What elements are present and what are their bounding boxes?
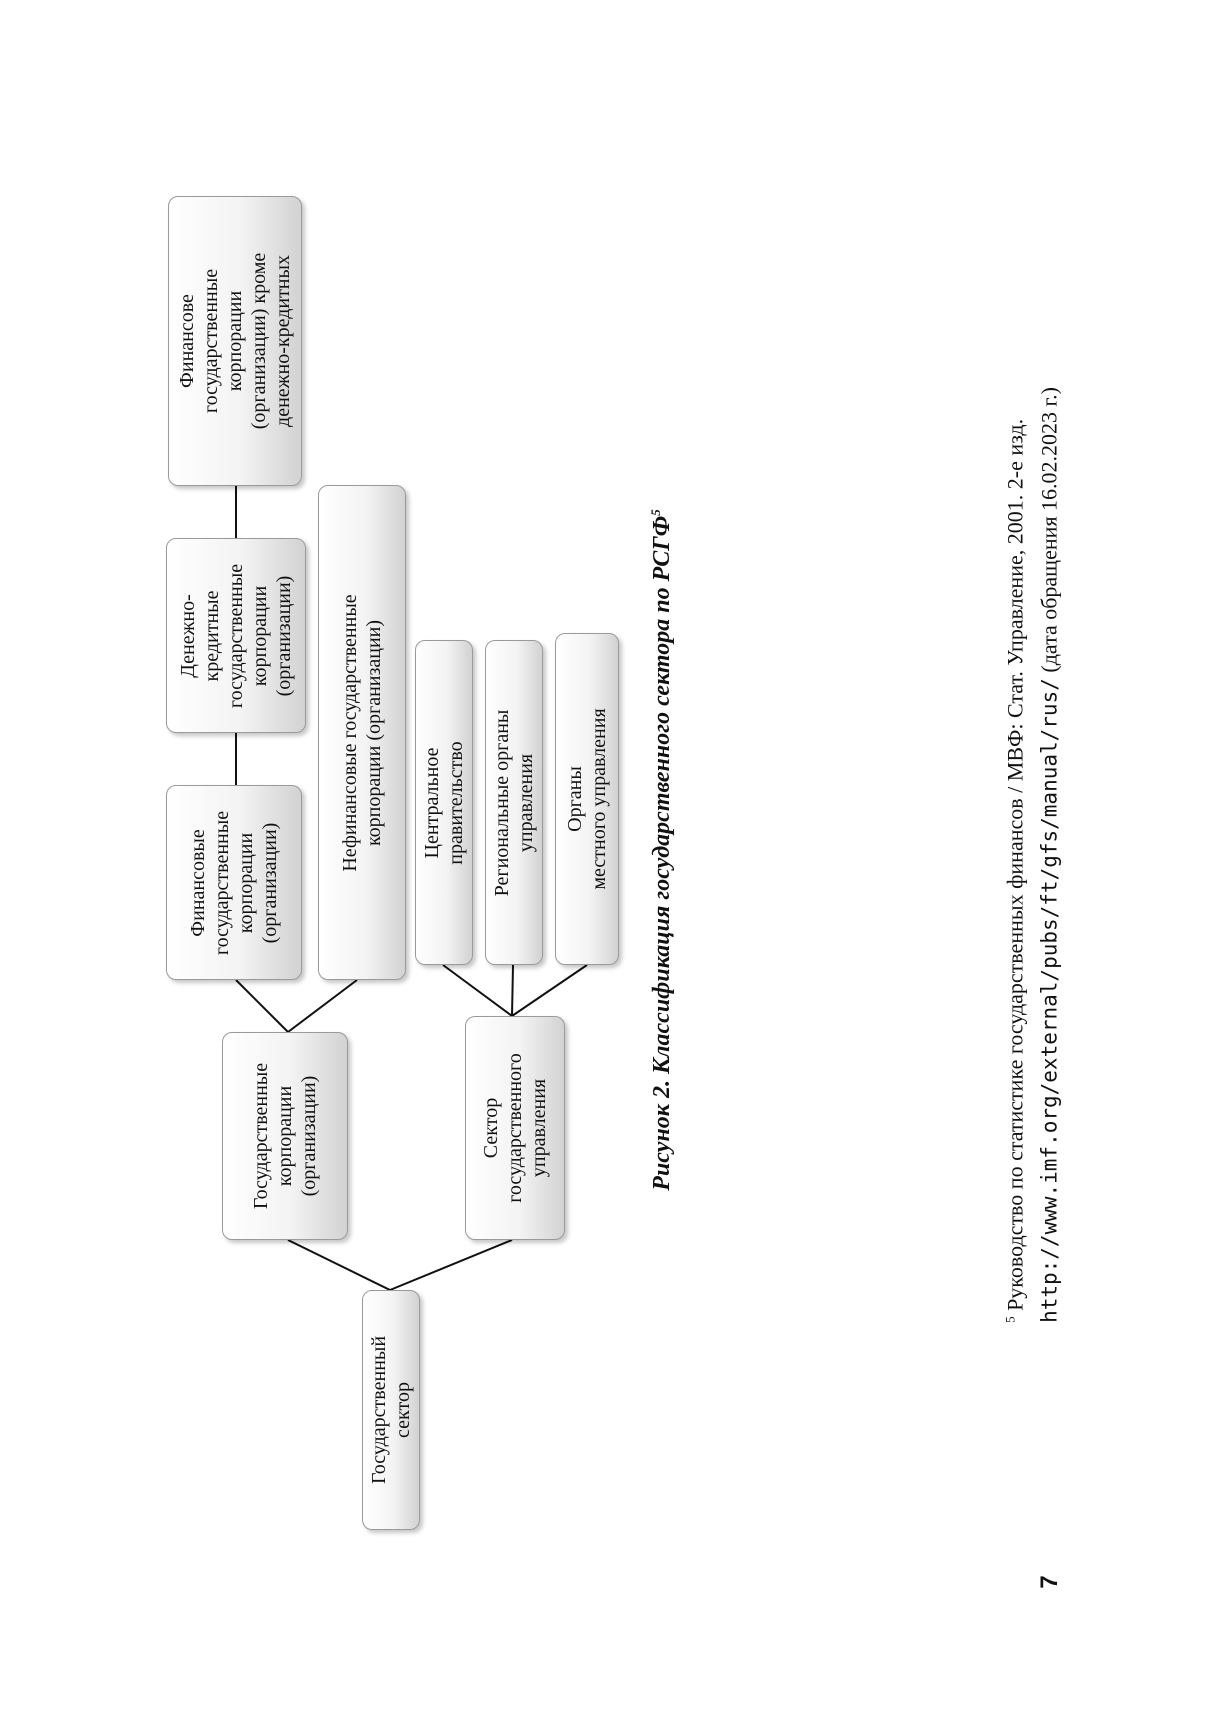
page-number: 7 — [1036, 1575, 1063, 1589]
node-nefin-korp: Нефинансовые государственные корпорации (организации) — [318, 485, 406, 980]
node-gos-sector: Государственный сектор — [362, 1290, 420, 1530]
node-local: Органы местного управления — [555, 633, 619, 965]
node-fin-krome: Финансове государственные корпорации (организации) кроме денежно-кредитных — [168, 196, 302, 486]
footnote-line-2: http://www.imf.org/external/pubs/ft/gfs/manual/rus/ (дата обращения 16.02.2023 г.) — [1036, 387, 1062, 1323]
connector-sgu-local — [512, 965, 587, 1016]
figure-caption: Рисунок 2. Классификация государственного сектора по РСГФ$^5$ — [648, 509, 675, 1191]
connector-root-korp — [288, 1240, 390, 1290]
node-fin-korp: Финансовые государственные корпорации (организации) — [166, 785, 302, 980]
connector-sgu-regional — [512, 965, 513, 1016]
node-central: Центральное правительство — [415, 640, 473, 965]
node-gos-korp: Государственные корпорации (организации) — [222, 1032, 348, 1240]
node-sector-gu: Сектор государственного управления — [465, 1016, 565, 1240]
connector-korp-nefin — [288, 980, 357, 1032]
connector-root-sgu — [390, 1240, 512, 1290]
connector-sgu-central — [443, 965, 512, 1016]
node-den-kred: Денежно- кредитные государственные корпорации (организации) — [166, 538, 306, 733]
node-regional: Региональные органы управления — [485, 640, 543, 965]
footnote — [993, 387, 1066, 1323]
footnote-url: http://www.imf.org/external/pubs/ft/gfs/manual/rus/ — [1037, 678, 1062, 1323]
connector-korp-fin — [236, 980, 288, 1032]
footnote-line-1: $^5$ Руководство по статистике государственных финансов / МВФ: Стат. Управление, 2001. 2-е изд. — [1002, 418, 1028, 1323]
